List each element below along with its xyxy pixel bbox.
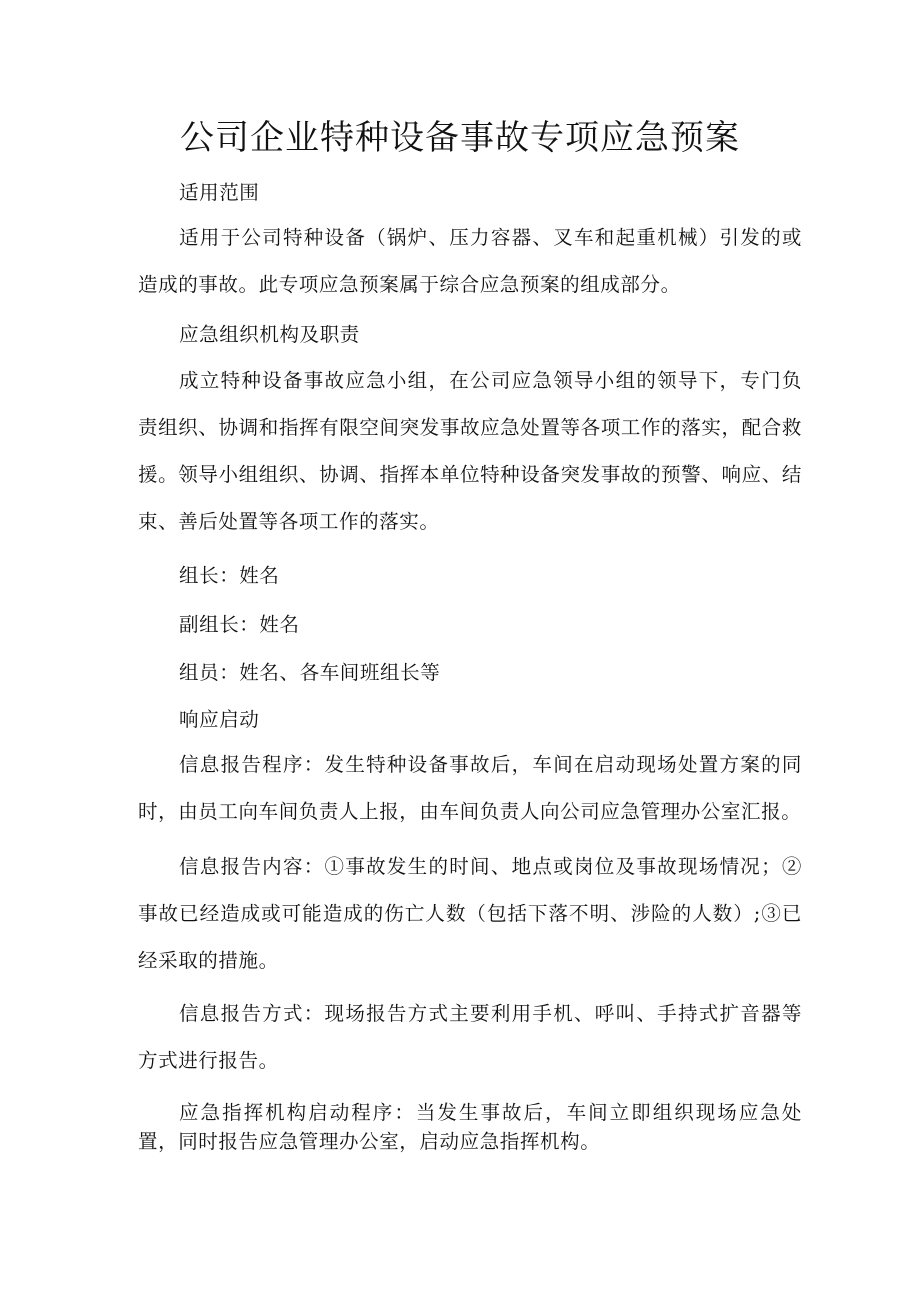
vice-leader-line: 副组长：姓名: [179, 613, 300, 636]
response-heading: 响应启动: [179, 708, 260, 731]
org-heading: 应急组织机构及职责: [179, 323, 360, 346]
document-title: 公司企业特种设备事故专项应急预案: [180, 118, 740, 158]
leader-line: 组长：姓名: [179, 564, 280, 587]
report-procedure: 信息报告程序：发生特种设备事故后，车间在启动现场处置方案的同时，由员工向车间负责人上报，由车间负责人向公司应急管理办公室汇报。: [138, 753, 802, 823]
scope-heading: 适用范围: [179, 181, 260, 204]
org-body: 成立特种设备事故应急小组，在公司应急领导小组的领导下，专门负责组织、协调和指挥有限空间突发事故应急处置等各项工作的落实，配合救援。领导小组组织、协调、指挥本单位特种设备突发事故的预警、响应、结束、善后处置等各项工作的落实。: [138, 369, 802, 533]
report-content: 信息报告内容：①事故发生的时间、地点或岗位及事故现场情况；②事故已经造成或可能造成的伤亡人数（包括下落不明、涉险的人数）;③已经采取的措施。: [138, 855, 802, 972]
scope-body: 适用于公司特种设备（锅炉、压力容器、叉车和起重机械）引发的或造成的事故。此专项应急预案属于综合应急预案的组成部分。: [138, 226, 802, 296]
command-startup: 应急指挥机构启动程序：当发生事故后，车间立即组织现场应急处置，同时报告应急管理办公室，启动应急指挥机构。: [138, 1101, 802, 1153]
report-method: 信息报告方式：现场报告方式主要利用手机、呼叫、手持式扩音器等方式进行报告。: [138, 1002, 802, 1072]
members-line: 组员：姓名、各车间班组长等: [179, 661, 441, 684]
